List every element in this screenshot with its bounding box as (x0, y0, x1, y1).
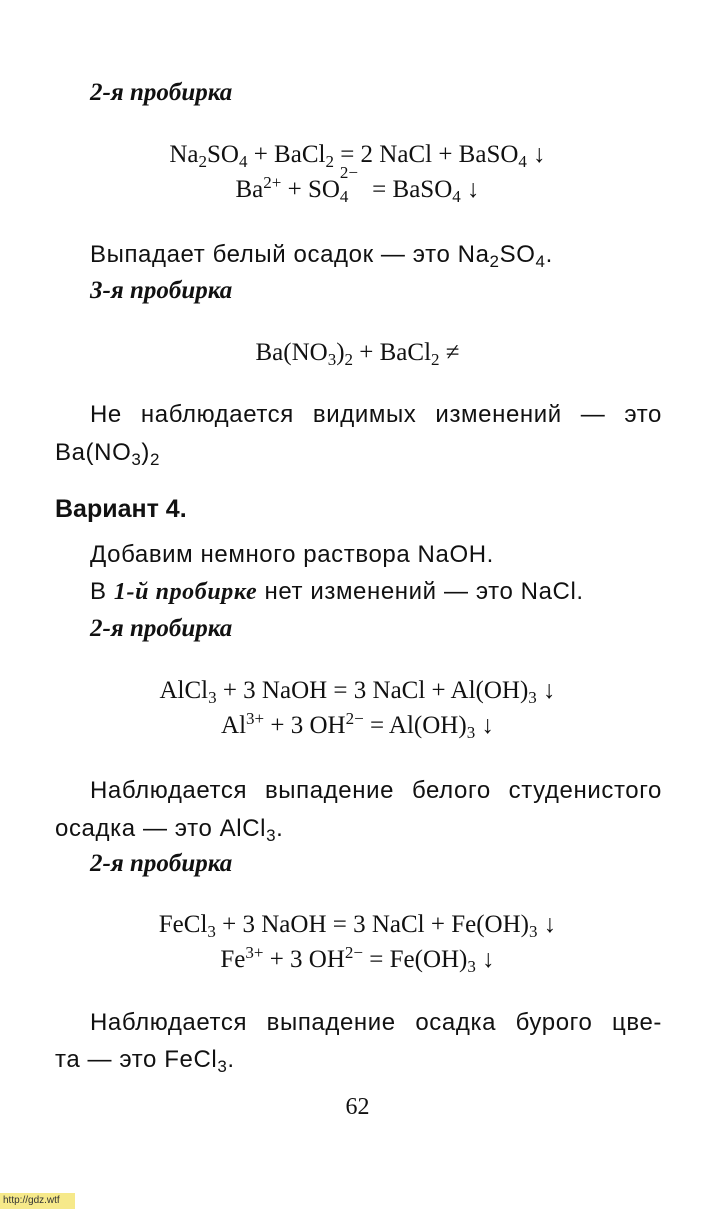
equation-ionic-feoh3: $Fe^{3+} + 3$ $OH^{2-} = Fe(OH)_3$ ↓ (220, 943, 495, 976)
observation-text-1: Выпадает белый осадок — это $Na_2SO_4$. (90, 241, 553, 271)
observation-text-4-line-1: Наблюдается выпадение осадка бурого цве- (90, 1009, 662, 1036)
observation-text-2-line-1: Не наблюдается видимых изменений — это (90, 401, 662, 428)
equation-ionic-baso4: $Ba^{2+}$ + SO 2− 4 = BaSO$_4$ ↓ (235, 163, 480, 206)
observation-text-4-line-2: та — это FeCl$_3$. (55, 1046, 235, 1076)
equation-ionic-aloh3: $Al^{3+} + 3$ $OH^{2-} = Al(OH)_3$ ↓ (221, 709, 494, 742)
equation-ba-no3: $Ba(NO_3)_2$ + BaCl$_2$ ≠ (255, 339, 460, 369)
instruction-text: Добавим немного раствора NaOH. (90, 541, 494, 568)
watermark-link[interactable]: http://gdz.wtf (0, 1193, 75, 1209)
tube-1-text: В 1-й пробирке нет изменений — это NaCl. (90, 578, 584, 605)
heading-tube-2: 2-я пробирка (90, 79, 233, 106)
observation-text-3-line-2: осадка — это AlCl$_3$. (55, 815, 284, 845)
equation-molecular-alcl3: AlCl$_3$ + 3 NaOH = 3 NaCl + $Al(OH)_3$ ↓ (159, 677, 556, 707)
page-number: 62 (345, 1094, 370, 1120)
equation-molecular-na2so4: $Na_2SO_4$ + BaCl$_2$ = 2 NaCl + BaSO$_4$ ↓ (169, 141, 546, 171)
variant-title: Вариант 4. (55, 495, 187, 523)
heading-tube-2-fecl3: 2-я пробирка (90, 850, 233, 877)
equation-molecular-fecl3: FeCl$_3$ + 3 NaOH = 3 NaCl + $Fe(OH)_3$ ↓ (158, 911, 557, 941)
observation-text-2-line-2: $Ba(NO_3)_2$ (55, 439, 161, 469)
heading-tube-2-alcl3: 2-я пробирка (90, 615, 233, 642)
heading-tube-3: 3-я пробирка (90, 277, 233, 304)
observation-text-3-line-1: Наблюдается выпадение белого студенистого (90, 777, 662, 804)
